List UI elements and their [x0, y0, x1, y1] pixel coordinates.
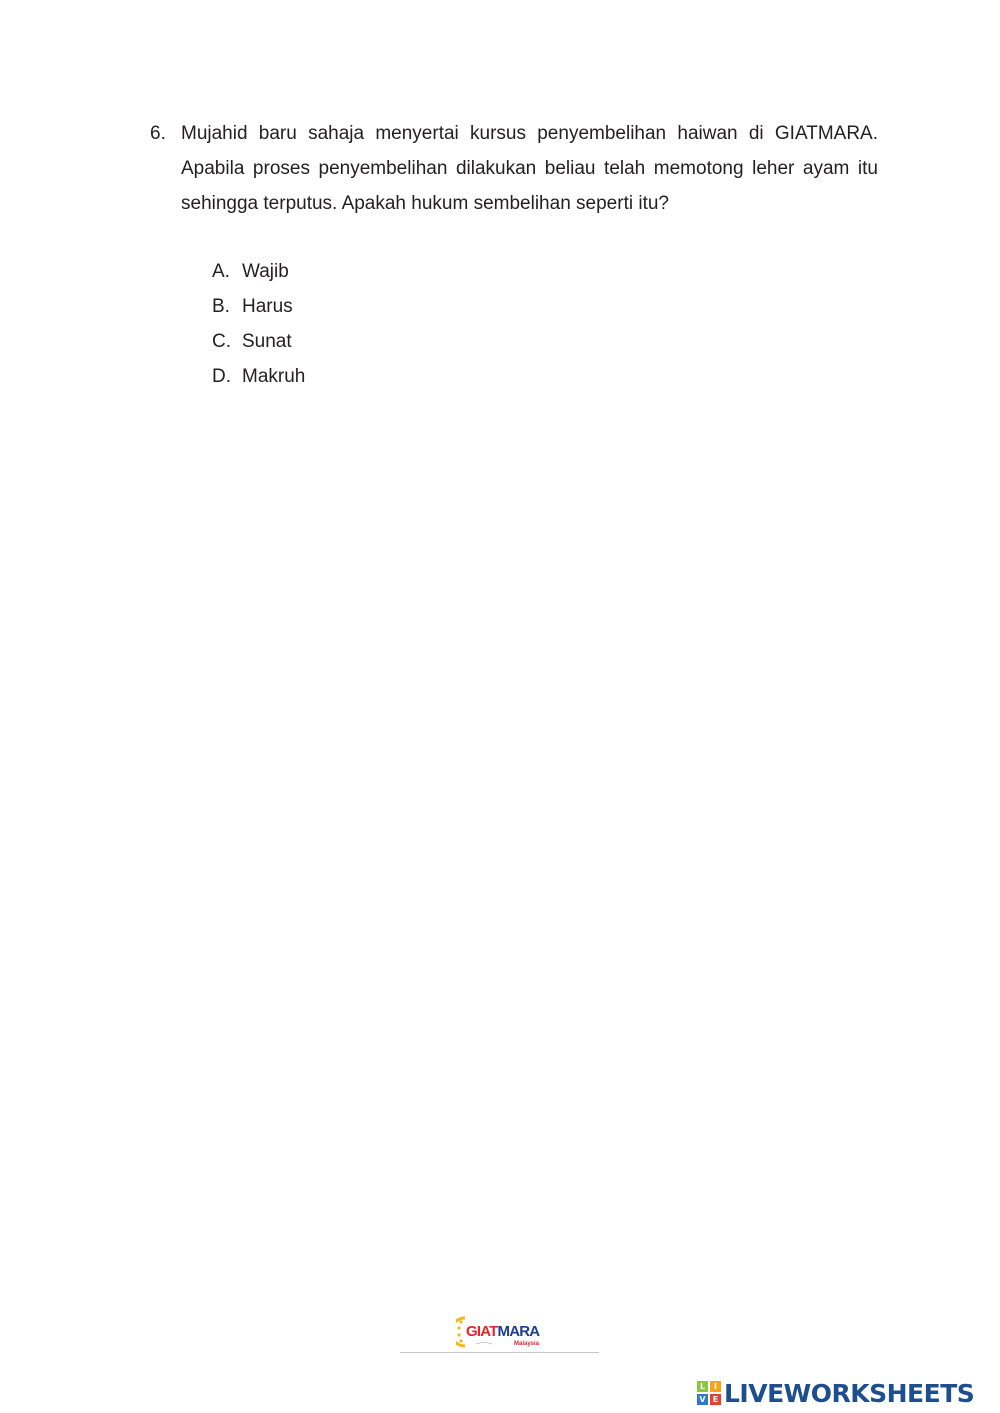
- brand-square: E: [710, 1394, 721, 1405]
- option-text: Makruh: [242, 366, 306, 387]
- option-a[interactable]: [212, 254, 305, 289]
- option-letter: D.: [212, 366, 231, 387]
- option-letter: A.: [212, 261, 230, 282]
- option-letter: C.: [212, 331, 231, 352]
- giatmara-logo: [456, 1314, 546, 1350]
- logo-subtext: Malaysia: [514, 1341, 540, 1347]
- option-b[interactable]: [212, 289, 305, 324]
- option-text: Harus: [242, 296, 293, 317]
- question-stem: Mujahid baru sahaja menyertai kursus penyembelihan haiwan di GIATMARA. Apabila proses penyembelihan dilakukan beliau telah memotong leher ayam itu sehingga terputus. Apakah hukum sembelihan seperti itu?: [181, 123, 878, 214]
- option-d[interactable]: [212, 359, 305, 394]
- question-6: [150, 116, 878, 221]
- question-number: 6.: [150, 123, 166, 144]
- footer-divider: [400, 1352, 599, 1353]
- brand-square: I: [710, 1381, 721, 1392]
- liveworksheets-brand: [697, 1378, 974, 1408]
- gear-icon: [456, 1318, 465, 1346]
- option-text: Wajib: [242, 261, 289, 282]
- option-text: Sunat: [242, 331, 292, 352]
- option-c[interactable]: [212, 324, 305, 359]
- brand-squares-icon: [697, 1381, 721, 1405]
- brand-text: LIVEWORKSHEETS: [724, 1378, 975, 1408]
- brand-square: V: [697, 1394, 708, 1405]
- brand-square: L: [697, 1381, 708, 1392]
- answer-options: [212, 254, 305, 394]
- option-letter: B.: [212, 296, 230, 317]
- logo-text: GIATMARA: [466, 1323, 540, 1340]
